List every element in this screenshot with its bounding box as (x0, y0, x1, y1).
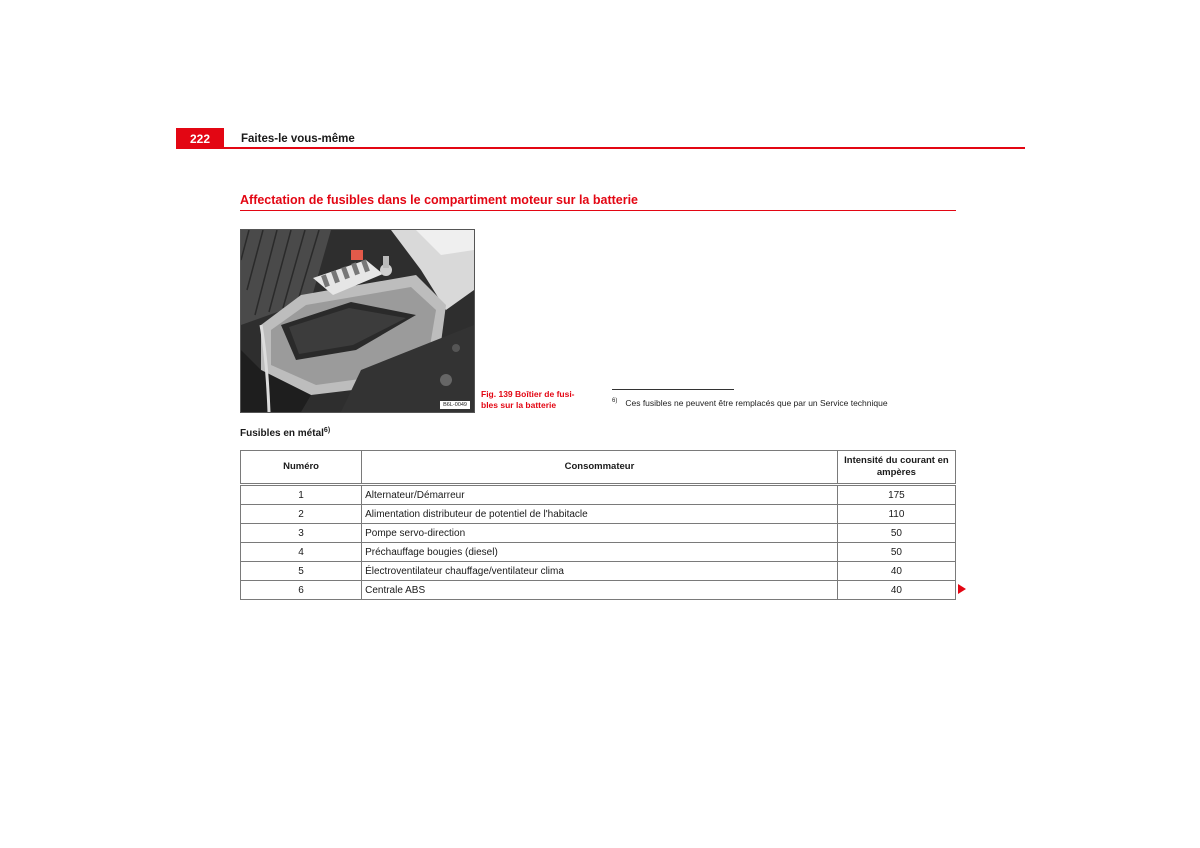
chapter-title: Faites-le vous-même (241, 133, 355, 145)
cell-numero: 4 (241, 543, 362, 562)
cell-intensite: 175 (837, 485, 955, 505)
cell-numero: 3 (241, 524, 362, 543)
fuse-box-illustration (241, 230, 474, 412)
cell-numero: 6 (241, 581, 362, 600)
table-row (241, 543, 956, 562)
footnote-rule (612, 389, 734, 390)
header-intensite (837, 451, 955, 485)
header-intensite-line1: Intensité du courant en (844, 455, 949, 466)
footnote (612, 398, 888, 408)
table-heading (240, 427, 330, 439)
engine-bay-battery-photo (240, 229, 475, 413)
table-row (241, 581, 956, 600)
cell-numero: 5 (241, 562, 362, 581)
table-row (241, 524, 956, 543)
cell-consommateur: Pompe servo-direction (362, 524, 838, 543)
cell-consommateur: Alimentation distributeur de potentiel de l'habitacle (362, 505, 838, 524)
cell-numero: 2 (241, 505, 362, 524)
table-row (241, 505, 956, 524)
figure-caption-line1: Fig. 139 Boîtier de fusi- (481, 389, 575, 399)
cell-intensite: 110 (837, 505, 955, 524)
cell-intensite: 40 (837, 562, 955, 581)
table-header-row (241, 451, 956, 485)
figure-code: B6L-0049 (440, 401, 470, 409)
figure-caption (481, 389, 581, 411)
continue-arrow-icon (958, 584, 966, 594)
section-title: Affectation de fusibles dans le compartiment moteur sur la batterie (240, 193, 639, 207)
cell-numero: 1 (241, 485, 362, 505)
page-number: 222 (176, 128, 224, 149)
footnote-marker: 6) (612, 398, 618, 404)
cell-consommateur: Alternateur/Démarreur (362, 485, 838, 505)
fuse-table (240, 450, 956, 600)
cell-intensite: 50 (837, 543, 955, 562)
cell-consommateur: Centrale ABS (362, 581, 838, 600)
table-row (241, 562, 956, 581)
cell-consommateur: Électroventilateur chauffage/ventilateur clima (362, 562, 838, 581)
header-rule (176, 147, 1025, 149)
cell-consommateur: Préchauffage bougies (diesel) (362, 543, 838, 562)
table-row (241, 485, 956, 505)
cell-intensite: 50 (837, 524, 955, 543)
figure-caption-line2: bles sur la batterie (481, 400, 557, 410)
section-rule (240, 210, 956, 211)
footnote-text: Ces fusibles ne peuvent être remplacés que par un Service technique (625, 398, 888, 408)
header-numero: Numéro (241, 451, 362, 485)
table-heading-marker: 6) (323, 427, 331, 434)
table-heading-text: Fusibles en métal (240, 428, 324, 439)
cell-intensite: 40 (837, 581, 955, 600)
header-intensite-line2: ampères (876, 467, 916, 478)
header-consommateur: Consommateur (362, 451, 838, 485)
